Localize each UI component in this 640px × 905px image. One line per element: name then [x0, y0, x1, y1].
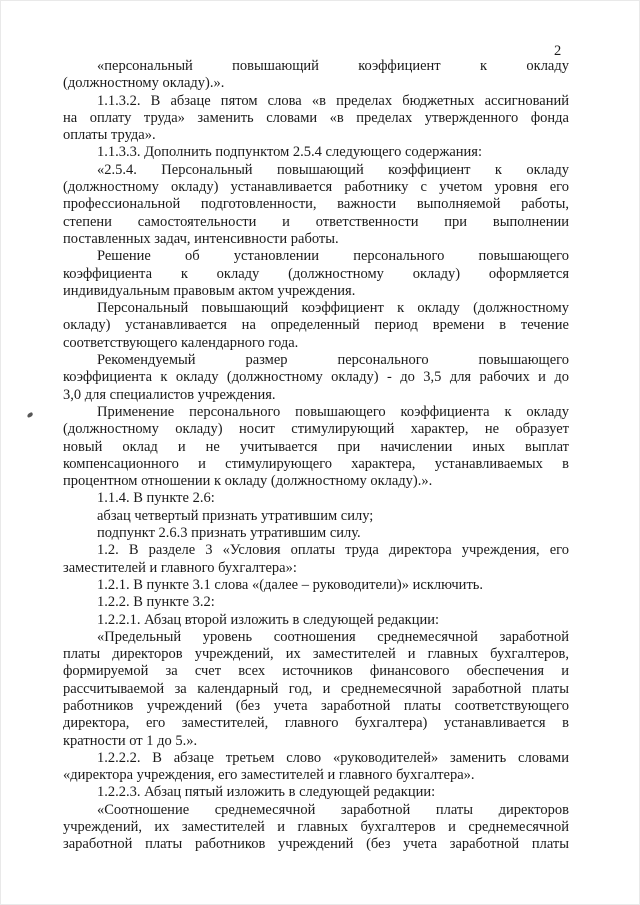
text-line: «Предельный уровень соотношения среднемесячной заработной: [97, 628, 569, 645]
text-line: платы директоров учреждений, их заместителей и главных бухгалтеров,: [63, 646, 569, 663]
text-line: Решение об установлении персонального повышающего: [97, 248, 569, 265]
text-line: компенсационного и стимулирующего характера, устанавливаемых в: [63, 455, 569, 472]
scan-artifact: [26, 412, 33, 418]
text-line: индивидуальным правовым актом учреждения.: [63, 282, 356, 299]
document-body: [63, 58, 569, 854]
text-line: коэффициента к окладу (должностному окладу) оформляется: [63, 265, 569, 282]
text-line: соответствующего календарного года.: [63, 334, 299, 351]
text-line: (должностному окладу).».: [63, 75, 225, 92]
text-line: оплаты труда».: [63, 127, 156, 144]
text-line: работников учреждений (без учета заработной платы соответствующего: [63, 697, 569, 714]
text-line: кратности от 1 до 5.».: [63, 732, 198, 749]
text-line: (должностному окладу) носит стимулирующий характер, не образует: [63, 421, 569, 438]
text-line: учреждений, их заместителей и главных бухгалтеров и среднемесячной: [63, 819, 569, 836]
text-line: Персональный повышающий коэффициент к окладу (должностному: [97, 300, 569, 317]
text-line: 1.2.2.2. В абзаце третьем слово «руководителей» заменить словами: [97, 749, 569, 766]
text-line: 1.2. В разделе 3 «Условия оплаты труда директора учреждения, его: [97, 542, 569, 559]
text-line: 1.2.2. В пункте 3.2:: [97, 594, 215, 611]
text-line: поставленных задач, интенсивности работы.: [63, 230, 339, 247]
text-line: 1.2.2.1. Абзац второй изложить в следующей редакции:: [97, 611, 440, 628]
text-line: абзац четвертый признать утратившим силу;: [97, 507, 374, 524]
text-line: «Соотношение среднемесячной заработной платы директоров: [97, 801, 569, 818]
text-line: «директора учреждения, его заместителей и главного бухгалтера».: [63, 767, 475, 784]
text-line: на оплату труда» заменить словами «в пределах утвержденного фонда: [63, 109, 569, 126]
text-line: (должностному окладу) устанавливается работнику с учетом уровня его: [63, 179, 569, 196]
text-line: 1.1.4. В пункте 2.6:: [97, 490, 215, 507]
text-line: 1.2.1. В пункте 3.1 слова «(далее – руководители)» исключить.: [97, 576, 484, 593]
text-line: процентном отношении к окладу (должностному окладу).».: [63, 473, 433, 490]
text-line: окладу) устанавливается на определенный период времени в течение: [63, 317, 569, 334]
page-number: 2: [554, 43, 562, 59]
text-line: подпункт 2.6.3 признать утратившим силу.: [97, 525, 361, 542]
text-line: заместителей и главного бухгалтера»:: [63, 559, 297, 576]
text-line: Рекомендуемый размер персонального повышающего: [97, 352, 569, 369]
text-line: новый оклад и не учитывается при начислении иных выплат: [63, 438, 569, 455]
text-line: директора, его заместителей, главного бухгалтера) устанавливается в: [63, 715, 569, 732]
text-line: заработной платы работников учреждений (без учета заработной платы: [63, 836, 569, 853]
text-line: «2.5.4. Персональный повышающий коэффициент к окладу: [97, 161, 569, 178]
text-line: «персональный повышающий коэффициент к окладу: [97, 58, 569, 74]
text-line: 1.1.3.2. В абзаце пятом слова «в пределах бюджетных ассигнований: [97, 92, 569, 109]
text-line: профессиональной подготовленности, важности выполняемой работы,: [63, 196, 569, 213]
text-line: Применение персонального повышающего коэффициента к окладу: [97, 403, 569, 420]
text-line: 3,0 для специалистов учреждения.: [63, 386, 276, 403]
text-line: рассчитываемой за календарный год, и среднемесячной заработной платы: [63, 680, 569, 697]
text-line: формируемой за счет всех источников финансового обеспечения и: [63, 663, 569, 680]
text-line: 1.1.3.3. Дополнить подпунктом 2.5.4 следующего содержания:: [97, 144, 482, 161]
text-line: коэффициента к окладу (должностному окладу) - до 3,5 для рабочих и до: [63, 369, 569, 386]
text-line: 1.2.2.3. Абзац пятый изложить в следующей редакции:: [97, 784, 436, 801]
text-line: степени самостоятельности и ответственности при выполнении: [63, 213, 569, 230]
